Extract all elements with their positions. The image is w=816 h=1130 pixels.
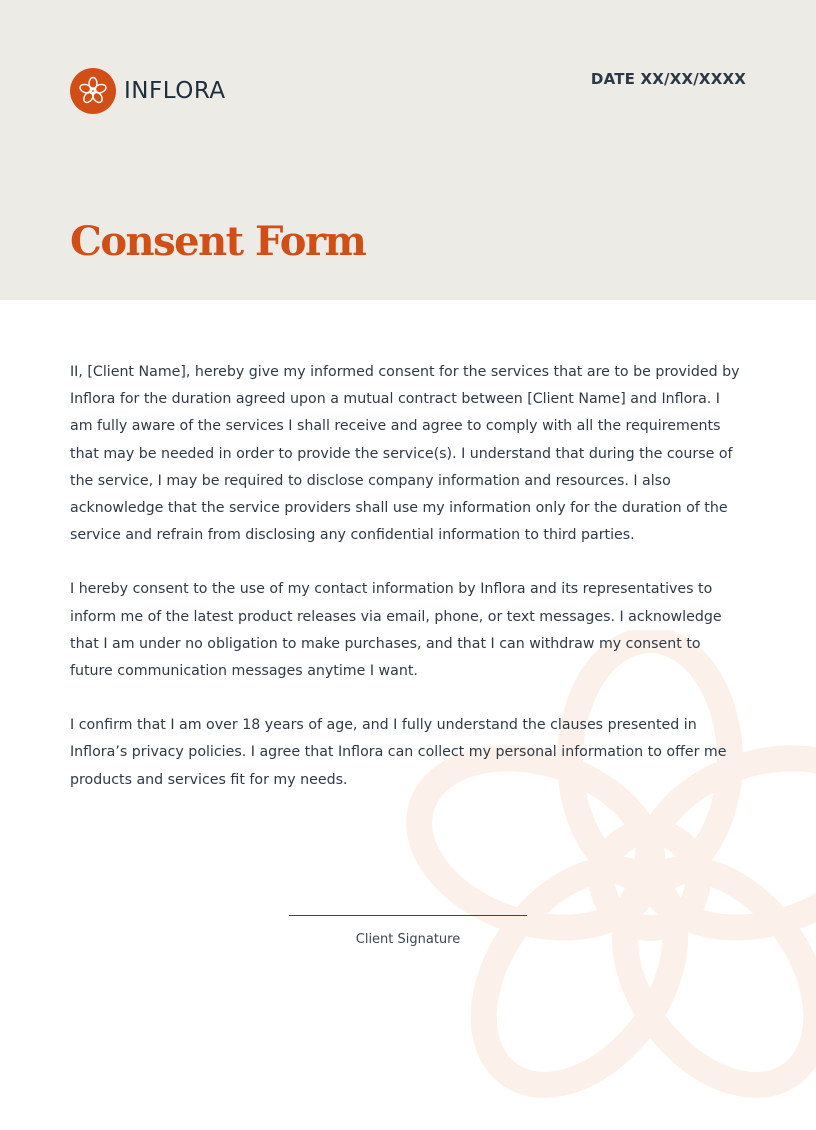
consent-paragraph-2: I hereby consent to the use of my contact information by Inflora and its representatives to inform me of the latest product releases via email, phone, or text messages. I acknowledge that I am under no obligation to make purchases, and that I can withdraw my consent to future communication messages anytime I want.	[70, 581, 722, 680]
consent-paragraph-1: II, [Client Name], hereby give my informed consent for the services that are to be provided by Inflora for the duration agreed upon a mutual contract between [Client Name] and Inflora. I am fully aware of the services I shall receive and agree to comply with all the requirements that may be needed in order to provide the service(s). I understand that during the course of the service, I may be required to disclose company information and resources. I also acknowledge that the service providers shall use my information only for the duration of the service and refrain from disclosing any confidential information to third parties.	[70, 364, 740, 544]
header-band	[0, 0, 816, 300]
consent-paragraph-3: I confirm that I am over 18 years of age, and I fully understand the clauses presented in Inflora’s privacy policies. I agree that Inflora can collect my personal information to offer me products and services fit for my needs.	[70, 717, 727, 788]
logo-mark	[70, 68, 116, 114]
page-title: Consent Form	[70, 218, 366, 265]
signature-label: Client Signature	[355, 932, 461, 947]
consent-body	[70, 359, 746, 821]
date-field: DATE XX/XX/XXXX	[590, 70, 746, 88]
brand-name: INFLORA	[124, 78, 226, 104]
flower-icon	[70, 68, 116, 114]
brand-logo	[70, 68, 226, 114]
signature-line[interactable]	[289, 915, 527, 916]
